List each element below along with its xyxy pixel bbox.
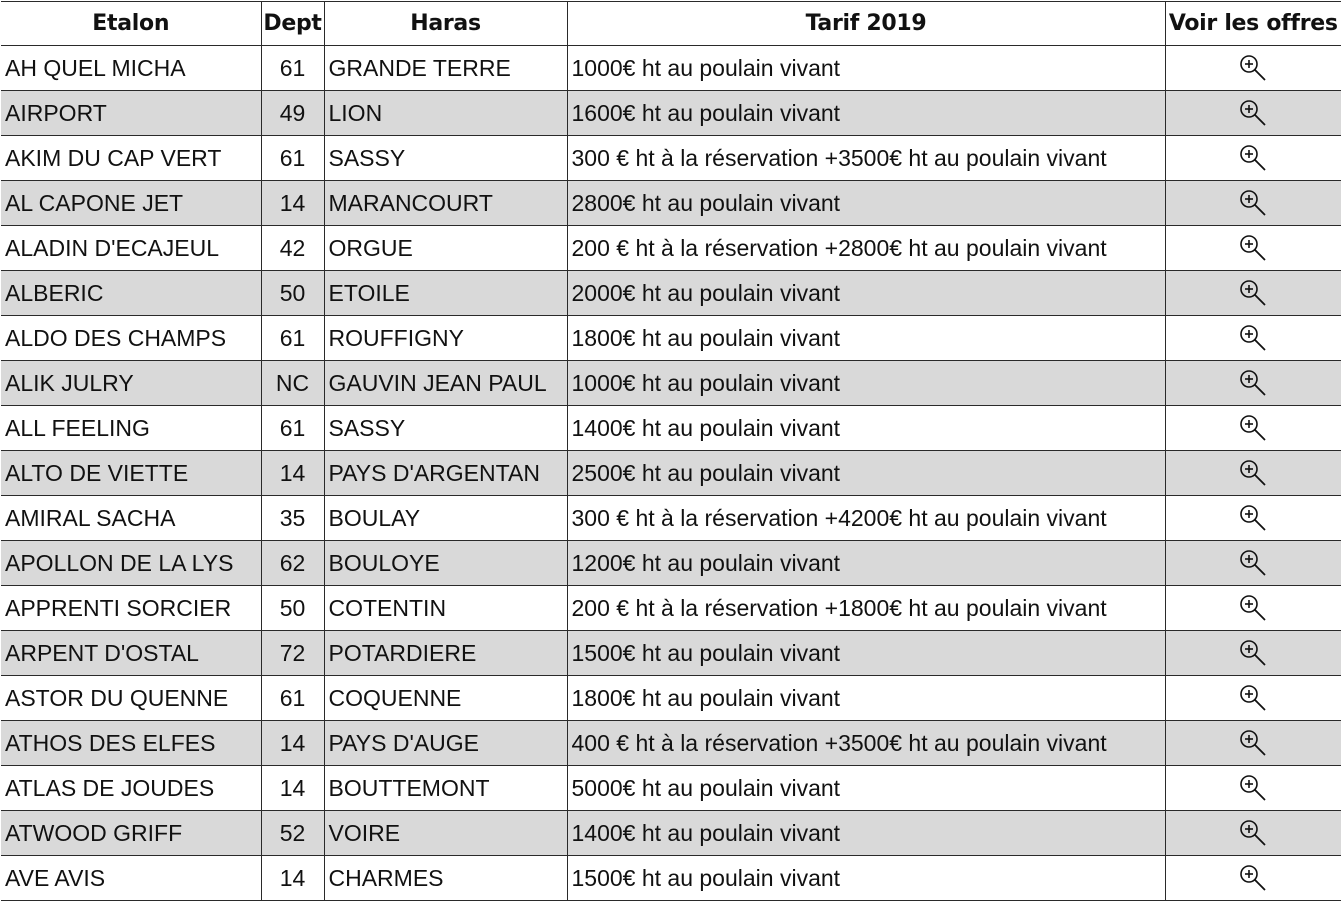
cell-dept: 50 — [261, 586, 324, 631]
cell-etalon: ARPENT D'OSTAL — [1, 631, 261, 676]
cell-tarif: 1400€ ht au poulain vivant — [567, 406, 1165, 451]
cell-dept: 61 — [261, 136, 324, 181]
cell-dept: 61 — [261, 406, 324, 451]
header-etalon: Etalon — [1, 2, 261, 46]
zoom-in-icon[interactable] — [1238, 53, 1268, 83]
cell-etalon: ATWOOD GRIFF — [1, 811, 261, 856]
cell-voir-les-offres — [1165, 136, 1341, 181]
cell-haras: PAYS D'AUGE — [324, 721, 567, 766]
cell-tarif: 5000€ ht au poulain vivant — [567, 766, 1165, 811]
zoom-in-icon[interactable] — [1238, 683, 1268, 713]
cell-dept: 72 — [261, 631, 324, 676]
zoom-in-icon[interactable] — [1238, 818, 1268, 848]
cell-tarif: 2800€ ht au poulain vivant — [567, 181, 1165, 226]
cell-haras: COQUENNE — [324, 676, 567, 721]
cell-haras: CHARMES — [324, 856, 567, 901]
cell-voir-les-offres — [1165, 676, 1341, 721]
cell-tarif: 1800€ ht au poulain vivant — [567, 676, 1165, 721]
table-row — [1, 226, 1341, 271]
cell-tarif: 300 € ht à la réservation +4200€ ht au poulain vivant — [567, 496, 1165, 541]
cell-tarif: 2000€ ht au poulain vivant — [567, 271, 1165, 316]
cell-tarif: 1500€ ht au poulain vivant — [567, 631, 1165, 676]
cell-voir-les-offres — [1165, 766, 1341, 811]
cell-tarif: 400 € ht à la réservation +3500€ ht au poulain vivant — [567, 721, 1165, 766]
zoom-in-icon[interactable] — [1238, 143, 1268, 173]
stallion-offers-table — [1, 1, 1341, 901]
cell-etalon: ATLAS DE JOUDES — [1, 766, 261, 811]
header-voir-les-offres: Voir les offres — [1165, 2, 1341, 46]
table-row — [1, 856, 1341, 901]
cell-etalon: AKIM DU CAP VERT — [1, 136, 261, 181]
cell-tarif: 1500€ ht au poulain vivant — [567, 856, 1165, 901]
cell-haras: SASSY — [324, 406, 567, 451]
cell-voir-les-offres — [1165, 226, 1341, 271]
cell-etalon: ALIK JULRY — [1, 361, 261, 406]
cell-voir-les-offres — [1165, 406, 1341, 451]
cell-haras: GAUVIN JEAN PAUL — [324, 361, 567, 406]
cell-dept: 61 — [261, 46, 324, 91]
cell-etalon: AMIRAL SACHA — [1, 496, 261, 541]
table-row — [1, 271, 1341, 316]
zoom-in-icon[interactable] — [1238, 593, 1268, 623]
header-haras: Haras — [324, 2, 567, 46]
cell-voir-les-offres — [1165, 856, 1341, 901]
cell-haras: COTENTIN — [324, 586, 567, 631]
cell-haras: POTARDIERE — [324, 631, 567, 676]
zoom-in-icon[interactable] — [1238, 503, 1268, 533]
cell-voir-les-offres — [1165, 586, 1341, 631]
cell-voir-les-offres — [1165, 91, 1341, 136]
cell-tarif: 1000€ ht au poulain vivant — [567, 46, 1165, 91]
header-dept: Dept — [261, 2, 324, 46]
cell-etalon: APPRENTI SORCIER — [1, 586, 261, 631]
cell-haras: GRANDE TERRE — [324, 46, 567, 91]
cell-dept: 61 — [261, 316, 324, 361]
cell-haras: BOULAY — [324, 496, 567, 541]
cell-dept: 14 — [261, 721, 324, 766]
cell-tarif: 2500€ ht au poulain vivant — [567, 451, 1165, 496]
header-tarif: Tarif 2019 — [567, 2, 1165, 46]
zoom-in-icon[interactable] — [1238, 233, 1268, 263]
cell-dept: 14 — [261, 181, 324, 226]
cell-haras: ROUFFIGNY — [324, 316, 567, 361]
table-row — [1, 766, 1341, 811]
cell-dept: 61 — [261, 676, 324, 721]
cell-dept: 14 — [261, 856, 324, 901]
cell-tarif: 1400€ ht au poulain vivant — [567, 811, 1165, 856]
table-row — [1, 91, 1341, 136]
cell-haras: MARANCOURT — [324, 181, 567, 226]
table-row — [1, 181, 1341, 226]
cell-etalon: ALADIN D'ECAJEUL — [1, 226, 261, 271]
cell-tarif: 1600€ ht au poulain vivant — [567, 91, 1165, 136]
cell-dept: 14 — [261, 766, 324, 811]
table-row — [1, 136, 1341, 181]
cell-tarif: 1800€ ht au poulain vivant — [567, 316, 1165, 361]
table-row — [1, 316, 1341, 361]
cell-voir-les-offres — [1165, 181, 1341, 226]
cell-etalon: ATHOS DES ELFES — [1, 721, 261, 766]
table-row — [1, 496, 1341, 541]
cell-etalon: AL CAPONE JET — [1, 181, 261, 226]
cell-tarif: 1200€ ht au poulain vivant — [567, 541, 1165, 586]
cell-voir-les-offres — [1165, 316, 1341, 361]
table-row — [1, 721, 1341, 766]
cell-etalon: ASTOR DU QUENNE — [1, 676, 261, 721]
zoom-in-icon[interactable] — [1238, 773, 1268, 803]
cell-dept: 62 — [261, 541, 324, 586]
cell-voir-les-offres — [1165, 811, 1341, 856]
cell-tarif: 200 € ht à la réservation +1800€ ht au poulain vivant — [567, 586, 1165, 631]
cell-haras: BOUTTEMONT — [324, 766, 567, 811]
cell-etalon: AVE AVIS — [1, 856, 261, 901]
table-row — [1, 451, 1341, 496]
cell-etalon: ALDO DES CHAMPS — [1, 316, 261, 361]
cell-dept: 49 — [261, 91, 324, 136]
cell-dept: 42 — [261, 226, 324, 271]
table-row — [1, 46, 1341, 91]
table-row — [1, 676, 1341, 721]
cell-etalon: AH QUEL MICHA — [1, 46, 261, 91]
zoom-in-icon[interactable] — [1238, 458, 1268, 488]
cell-haras: SASSY — [324, 136, 567, 181]
zoom-in-icon[interactable] — [1238, 368, 1268, 398]
cell-voir-les-offres — [1165, 451, 1341, 496]
cell-etalon: ALTO DE VIETTE — [1, 451, 261, 496]
zoom-in-icon[interactable] — [1238, 323, 1268, 353]
cell-haras: ETOILE — [324, 271, 567, 316]
cell-tarif: 1000€ ht au poulain vivant — [567, 361, 1165, 406]
cell-haras: PAYS D'ARGENTAN — [324, 451, 567, 496]
cell-dept: NC — [261, 361, 324, 406]
zoom-in-icon[interactable] — [1238, 638, 1268, 668]
table-row — [1, 406, 1341, 451]
cell-tarif: 200 € ht à la réservation +2800€ ht au poulain vivant — [567, 226, 1165, 271]
cell-haras: VOIRE — [324, 811, 567, 856]
cell-etalon: ALBERIC — [1, 271, 261, 316]
zoom-in-icon[interactable] — [1238, 188, 1268, 218]
cell-haras: LION — [324, 91, 567, 136]
cell-voir-les-offres — [1165, 271, 1341, 316]
cell-etalon: APOLLON DE LA LYS — [1, 541, 261, 586]
cell-dept: 35 — [261, 496, 324, 541]
table-row — [1, 631, 1341, 676]
table-row — [1, 586, 1341, 631]
cell-voir-les-offres — [1165, 496, 1341, 541]
zoom-in-icon[interactable] — [1238, 413, 1268, 443]
table-row — [1, 811, 1341, 856]
zoom-in-icon[interactable] — [1238, 98, 1268, 128]
cell-dept: 14 — [261, 451, 324, 496]
zoom-in-icon[interactable] — [1238, 863, 1268, 893]
cell-haras: BOULOYE — [324, 541, 567, 586]
cell-tarif: 300 € ht à la réservation +3500€ ht au poulain vivant — [567, 136, 1165, 181]
cell-etalon: ALL FEELING — [1, 406, 261, 451]
cell-etalon: AIRPORT — [1, 91, 261, 136]
cell-voir-les-offres — [1165, 721, 1341, 766]
cell-voir-les-offres — [1165, 46, 1341, 91]
cell-dept: 52 — [261, 811, 324, 856]
table-row — [1, 541, 1341, 586]
zoom-in-icon[interactable] — [1238, 278, 1268, 308]
cell-dept: 50 — [261, 271, 324, 316]
cell-voir-les-offres — [1165, 631, 1341, 676]
cell-haras: ORGUE — [324, 226, 567, 271]
zoom-in-icon[interactable] — [1238, 548, 1268, 578]
table-row — [1, 361, 1341, 406]
header-row — [1, 2, 1341, 46]
cell-voir-les-offres — [1165, 541, 1341, 586]
zoom-in-icon[interactable] — [1238, 728, 1268, 758]
cell-voir-les-offres — [1165, 361, 1341, 406]
